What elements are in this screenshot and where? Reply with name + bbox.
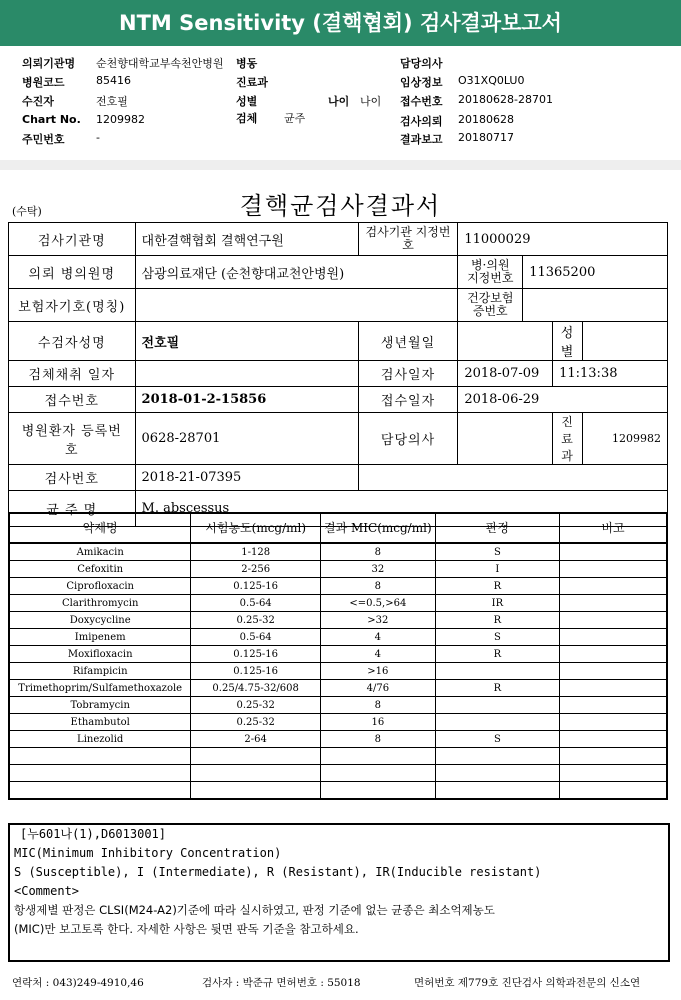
result-row: [9, 629, 667, 646]
result-row: [9, 663, 667, 680]
report-title: NTM Sensitivity (결핵협회) 검사결과보고서: [119, 11, 562, 35]
col-header-drug: 약제명: [9, 513, 191, 543]
cell-remark: [560, 663, 667, 680]
cell-conc: 0.5-64: [191, 595, 321, 612]
note-code: [누601나(1),D6013001]: [20, 827, 167, 841]
cell-interp: S: [435, 731, 559, 748]
cell-mic: [320, 748, 435, 765]
cell-drug: Ethambutol: [9, 714, 191, 731]
test-no-label: 검사번호: [9, 465, 136, 491]
age-value: 나이: [360, 95, 382, 108]
strain-value: M. abscessus: [135, 491, 667, 527]
dob-value: [458, 322, 553, 361]
cell-drug: Tobramycin: [9, 697, 191, 714]
cell-remark: [560, 731, 667, 748]
lab-value: 대한결핵협회 결핵연구원: [135, 223, 358, 256]
report-label: 결과보고: [400, 133, 443, 146]
recv-date-label: 접수일자: [358, 387, 458, 413]
cell-drug: Cefoxitin: [9, 561, 191, 578]
col-header-conc: 시험농도(mcg/ml): [191, 513, 321, 543]
result-row: [9, 578, 667, 595]
cell-interp: [435, 714, 559, 731]
req-label: 검사의뢰: [400, 115, 443, 128]
form-sex-value: [583, 322, 668, 361]
patient-info-panel: [0, 50, 681, 158]
form-doctor-label: 담당의사: [358, 413, 458, 465]
footer-license: 면허번호 제779호 진단검사 의학과전문의 신소연: [414, 977, 641, 989]
result-row: [9, 714, 667, 731]
cell-conc: 0.125-16: [191, 646, 321, 663]
cell-conc: 1-128: [191, 543, 321, 561]
recv-date-value: 2018-06-29: [458, 387, 668, 413]
cell-interp: S: [435, 629, 559, 646]
document-prefix: (수탁): [12, 205, 42, 218]
recv-label: 접수번호: [9, 387, 136, 413]
cell-mic: 8: [320, 697, 435, 714]
hosp-id-value: 11365200: [523, 256, 668, 289]
col-header-mic: 결과 MIC(mcg/ml): [320, 513, 435, 543]
col-header-remark: 비고: [560, 513, 667, 543]
cell-mic: 4: [320, 646, 435, 663]
cell-remark: [560, 595, 667, 612]
test-date-value: 2018-07-09: [458, 361, 553, 387]
test-time-value: 11:13:38: [553, 361, 668, 387]
result-rows: [9, 543, 667, 799]
cell-mic: 16: [320, 714, 435, 731]
cell-remark: [560, 561, 667, 578]
cell-drug: Moxifloxacin: [9, 646, 191, 663]
cell-conc: 0.25/4.75-32/608: [191, 680, 321, 697]
cell-drug: Linezolid: [9, 731, 191, 748]
reg-label: 병원환자 등록번호: [9, 413, 136, 465]
name-label: 수검자성명: [9, 322, 136, 361]
result-row: [9, 782, 667, 800]
lab-id-label: 검사기관 지정번호: [358, 223, 458, 256]
cell-remark: [560, 714, 667, 731]
cell-drug: Rifampicin: [9, 663, 191, 680]
hosp-value: 삼광의료재단 (순천향대교천안병원): [135, 256, 458, 289]
form-doctor-value: [458, 413, 553, 465]
name-value: 전호필: [135, 322, 358, 361]
lab-label: 검사기관명: [9, 223, 136, 256]
comment-box: [8, 823, 670, 962]
result-row: [9, 543, 667, 561]
cell-remark: [560, 612, 667, 629]
cell-drug: Clarithromycin: [9, 595, 191, 612]
test-label: 검체: [236, 112, 258, 125]
reg-value: 0628-28701: [135, 413, 358, 465]
cell-drug: Amikacin: [9, 543, 191, 561]
cell-mic: [320, 782, 435, 800]
hosp-code-label: 병원코드: [22, 76, 65, 89]
cell-remark: [560, 543, 667, 561]
health-label: 건강보험 증번호: [458, 289, 523, 322]
rrn-value: -: [96, 131, 100, 144]
ins-label: 보험자기호(명칭): [9, 289, 136, 322]
dob-label: 생년월일: [358, 322, 458, 361]
clin-label: 임상정보: [400, 76, 443, 89]
doctor-label: 담당의사: [400, 57, 443, 70]
chart-label: Chart No.: [22, 113, 81, 126]
cell-mic: 32: [320, 561, 435, 578]
cell-mic: 8: [320, 578, 435, 595]
hosp-label: 의뢰 병의원명: [9, 256, 136, 289]
cell-interp: R: [435, 578, 559, 595]
cell-interp: R: [435, 680, 559, 697]
note-legend: S (Susceptible), I (Intermediate), R (Resistant), IR(Inducible resistant): [14, 865, 542, 879]
cell-mic: 8: [320, 731, 435, 748]
cell-conc: 2-64: [191, 731, 321, 748]
inst-value: 순천향대학교부속천안병원: [96, 57, 224, 70]
recv-no-value: 20180628-28701: [458, 93, 553, 106]
cell-drug: [9, 782, 191, 800]
chart-value: 1209982: [96, 113, 145, 126]
cell-conc: 0.25-32: [191, 714, 321, 731]
ins-value: [135, 289, 458, 322]
result-row: [9, 680, 667, 697]
cell-interp: [435, 697, 559, 714]
age-label: 나이: [328, 95, 350, 108]
cell-remark: [560, 748, 667, 765]
recv-no-label: 접수번호: [400, 95, 443, 108]
cell-conc: 2-256: [191, 561, 321, 578]
result-row: [9, 561, 667, 578]
result-row: [9, 646, 667, 663]
cell-interp: [435, 765, 559, 782]
strain-label: 균 주 명: [9, 491, 136, 527]
test-date-label: 검사일자: [358, 361, 458, 387]
cell-mic: 4: [320, 629, 435, 646]
footer-examiner: 검사자 : 박준규 면허번호 : 55018: [202, 977, 361, 989]
collect-label: 검체채취 일자: [9, 361, 136, 387]
cell-remark: [560, 765, 667, 782]
recv-value: 2018-01-2-15856: [135, 387, 358, 413]
specimen-info-table: [8, 222, 668, 527]
cell-interp: IR: [435, 595, 559, 612]
cell-remark: [560, 697, 667, 714]
collect-value: [135, 361, 358, 387]
cell-drug: [9, 765, 191, 782]
req-value: 20180628: [458, 113, 514, 126]
cell-interp: [435, 782, 559, 800]
cell-conc: 0.125-16: [191, 663, 321, 680]
cell-conc: 0.125-16: [191, 578, 321, 595]
form-sex-label: 성별: [553, 322, 583, 361]
dept-label: 진료과: [236, 76, 268, 89]
result-row: [9, 595, 667, 612]
test-no-value: 2018-21-07395: [135, 465, 358, 491]
cell-conc: [191, 748, 321, 765]
cell-interp: [435, 748, 559, 765]
result-row: [9, 697, 667, 714]
cell-drug: [9, 748, 191, 765]
form-dept-value: 1209982: [583, 413, 668, 465]
cell-mic: <=0.5,>64: [320, 595, 435, 612]
ward-label: 병동: [236, 57, 258, 70]
cell-remark: [560, 578, 667, 595]
hosp-id-label: 병·의원 지정번호: [458, 256, 523, 289]
cell-interp: I: [435, 561, 559, 578]
note-comment-label: <Comment>: [14, 884, 80, 898]
clin-value: O31XQ0LU0: [458, 74, 525, 87]
note-comment-2: (MIC)만 보고토록 한다. 자세한 사항은 뒷면 판독 기준을 참고하세요.: [14, 922, 359, 936]
cell-interp: R: [435, 612, 559, 629]
result-row: [9, 731, 667, 748]
cell-remark: [560, 680, 667, 697]
cell-drug: Ciprofloxacin: [9, 578, 191, 595]
cell-mic: >32: [320, 612, 435, 629]
sex-label: 성별: [236, 95, 258, 108]
cell-interp: S: [435, 543, 559, 561]
cell-interp: [435, 663, 559, 680]
document-title: 결핵균검사결과서: [239, 192, 442, 220]
section-divider: [0, 160, 681, 170]
report-header: [0, 0, 681, 46]
report-value: 20180717: [458, 131, 514, 144]
cell-mic: 4/76: [320, 680, 435, 697]
cell-conc: 0.5-64: [191, 629, 321, 646]
cell-conc: 0.25-32: [191, 697, 321, 714]
hosp-code-value: 85416: [96, 74, 131, 87]
health-value: [523, 289, 668, 322]
cell-conc: [191, 782, 321, 800]
rrn-label: 주민번호: [22, 133, 65, 146]
cell-conc: [191, 765, 321, 782]
note-mic: MIC(Minimum Inhibitory Concentration): [14, 846, 282, 860]
test-value: 균주: [284, 112, 306, 125]
result-row: [9, 748, 667, 765]
cell-interp: R: [435, 646, 559, 663]
footer-contact: 연락처 : 043)249-4910,46: [12, 977, 144, 989]
inst-label: 의뢰기관명: [22, 57, 76, 70]
cell-drug: Imipenem: [9, 629, 191, 646]
cell-remark: [560, 629, 667, 646]
col-header-interp: 판정: [435, 513, 559, 543]
note-comment-1: 항생제별 판정은 CLSI(M24-A2)기준에 따라 실시하였고, 판정 기준에 없는 균종은 최소억제농도: [14, 903, 495, 917]
test-no-extra: [358, 465, 667, 491]
form-dept-label: 진료과: [553, 413, 583, 465]
cell-mic: [320, 765, 435, 782]
patient-label: 수진자: [22, 95, 54, 108]
cell-mic: 8: [320, 543, 435, 561]
cell-remark: [560, 646, 667, 663]
patient-value: 전호필: [96, 95, 128, 108]
cell-drug: Trimethoprim/Sulfamethoxazole: [9, 680, 191, 697]
lab-id-value: 11000029: [458, 223, 668, 256]
result-row: [9, 612, 667, 629]
cell-conc: 0.25-32: [191, 612, 321, 629]
susceptibility-table: [8, 512, 668, 800]
cell-mic: >16: [320, 663, 435, 680]
cell-drug: Doxycycline: [9, 612, 191, 629]
result-row: [9, 765, 667, 782]
cell-remark: [560, 782, 667, 800]
